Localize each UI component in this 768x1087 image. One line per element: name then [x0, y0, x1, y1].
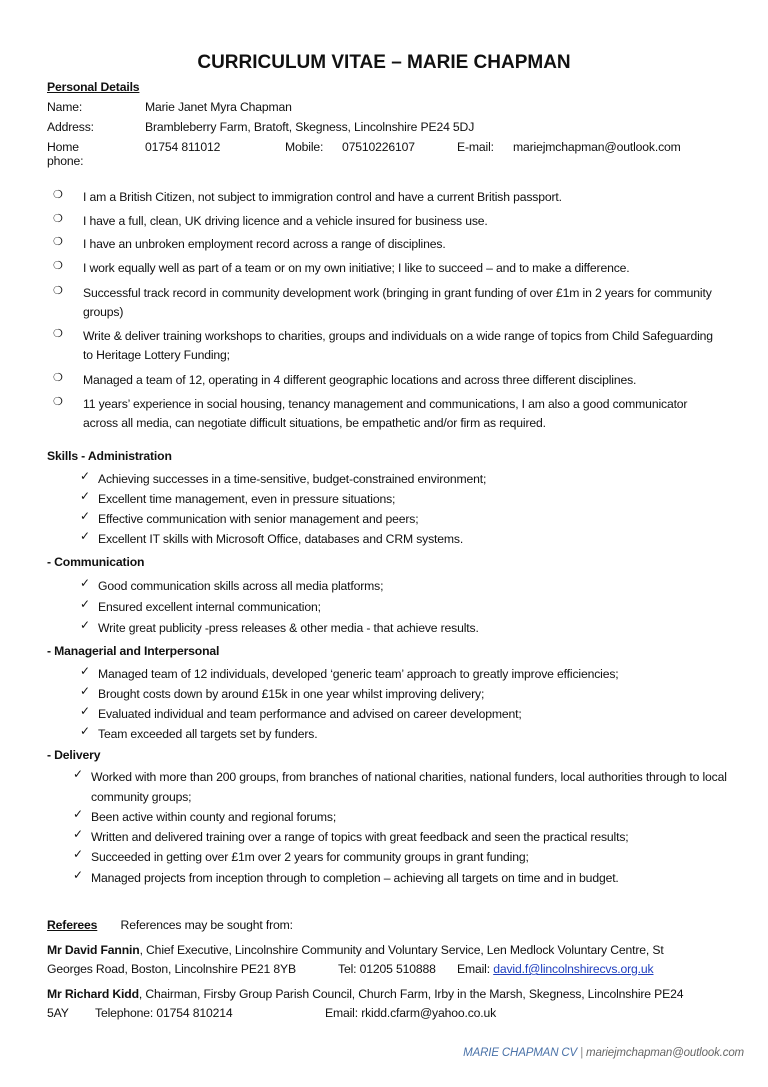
email-value[interactable]: mariejmchapman@outlook.com	[513, 140, 681, 154]
hollow-circle-bullet-icon: ❍	[53, 285, 63, 297]
skill-item-text: Evaluated individual and team performance and advised on career development;	[98, 707, 522, 721]
name-label: Name:	[47, 100, 83, 114]
checkmark-icon: ✓	[80, 469, 91, 483]
home-phone-label: Home phone:	[47, 140, 84, 168]
hollow-circle-bullet-icon: ❍	[53, 189, 63, 201]
skill-item-text: Write great publicity -press releases & other media - that achieve results.	[98, 621, 479, 635]
referees-header	[47, 918, 293, 932]
referee-2-details: , Chairman, Firsby Group Parish Council, Church Farm, Irby in the Marsh, Skegness, Lincolnshire PE24	[138, 987, 684, 1001]
home-phone-value: 01754 811012	[145, 140, 221, 154]
referee-2-email: Email: rkidd.cfarm@yahoo.co.uk	[325, 1006, 497, 1020]
skill-item-text: Achieving successes in a time-sensitive, budget-constrained environment;	[98, 472, 487, 486]
skill-item-text: Managed projects from inception through to completion – achieving all targets on time and in budget.	[91, 871, 619, 885]
summary-bullet-text: Successful track record in community development work (bringing in grant funding of over £1m in 2 years for community groups)	[83, 286, 712, 319]
footer-title: MARIE CHAPMAN CV	[463, 1047, 578, 1059]
summary-bullet-text: 11 years’ experience in social housing, tenancy management and communications, I am also a good communicator across all media, can negotiate difficult situations, be empathetic and/or firm as required.	[83, 397, 688, 430]
hollow-circle-bullet-icon: ❍	[53, 328, 63, 340]
skills-subheading: - Communication	[47, 555, 145, 569]
referee-1-tel: Tel: 01205 510888	[338, 962, 436, 976]
address-label: Address:	[47, 120, 94, 134]
mobile-label: Mobile:	[285, 140, 324, 154]
referees-heading: Referees	[47, 918, 98, 932]
checkmark-icon: ✓	[73, 868, 84, 882]
summary-bullet-text: I work equally well as part of a team or on my own initiative; I like to succeed – and to make a difference.	[83, 261, 630, 275]
referee-2-name: Mr Richard Kidd	[47, 987, 139, 1001]
skill-item-text: Managed team of 12 individuals, developed ‘generic team’ approach to greatly improve efficiencies;	[98, 667, 619, 681]
address-value: Brambleberry Farm, Bratoft, Skegness, Lincolnshire PE24 5DJ	[145, 120, 475, 134]
checkmark-icon: ✓	[80, 704, 91, 718]
summary-bullet-text: Write & deliver training workshops to charities, groups and individuals on a wide range of topics from Child Safeguarding to Heritage Lottery Funding;	[83, 329, 713, 362]
name-value: Marie Janet Myra Chapman	[145, 100, 292, 114]
skill-item-text: Excellent IT skills with Microsoft Office, databases and CRM systems.	[98, 532, 464, 546]
skills-subheading: - Delivery	[47, 748, 101, 762]
referee-1-address: Georges Road, Boston, Lincolnshire PE21 8YB	[47, 962, 296, 976]
checkmark-icon: ✓	[80, 597, 91, 611]
checkmark-icon: ✓	[80, 684, 91, 698]
checkmark-icon: ✓	[73, 767, 84, 781]
hollow-circle-bullet-icon: ❍	[53, 396, 63, 408]
checkmark-icon: ✓	[80, 576, 91, 590]
skill-item-text: Succeeded in getting over £1m over 2 years for community groups in grant funding;	[91, 850, 529, 864]
referee-1-name: Mr David Fannin	[47, 943, 140, 957]
skill-item-text: Written and delivered training over a range of topics with great feedback and seen the practical results;	[91, 830, 629, 844]
checkmark-icon: ✓	[80, 724, 91, 738]
skills-subheading: - Managerial and Interpersonal	[47, 644, 220, 658]
checkmark-icon: ✓	[73, 827, 84, 841]
email-label: E-mail:	[457, 140, 494, 154]
referee-2-line1	[47, 987, 683, 1001]
referees-intro: References may be sought from:	[120, 918, 293, 932]
hollow-circle-bullet-icon: ❍	[53, 213, 63, 225]
skill-item-text: Brought costs down by around £15k in one year whilst improving delivery;	[98, 687, 485, 701]
referee-2-line2	[47, 1006, 497, 1020]
checkmark-icon: ✓	[80, 509, 91, 523]
summary-bullet-text: I am a British Citizen, not subject to immigration control and have a current British passport.	[83, 190, 562, 204]
summary-bullet-text: I have a full, clean, UK driving licence and a vehicle insured for business use.	[83, 214, 488, 228]
referee-1-line1	[47, 943, 664, 957]
skill-item-text: Team exceeded all targets set by funders.	[98, 727, 318, 741]
referee-1-email-label: Email:	[457, 962, 494, 976]
referee-1-email-link[interactable]: david.f@lincolnshirecvs.org.uk	[493, 962, 654, 976]
page-footer	[463, 1047, 744, 1059]
skill-item-text: Worked with more than 200 groups, from branches of national charities, national funders, local authorities through to local community groups;	[91, 770, 727, 804]
referee-2-postcode: 5AY	[47, 1006, 69, 1020]
skill-item-text: Good communication skills across all media platforms;	[98, 579, 384, 593]
checkmark-icon: ✓	[80, 664, 91, 678]
referee-1-details: , Chief Executive, Lincolnshire Community and Voluntary Service, Len Medlock Voluntary Centre, St	[139, 943, 664, 957]
skill-item-text: Been active within county and regional forums;	[91, 810, 337, 824]
referee-1-line2	[47, 962, 654, 976]
checkmark-icon: ✓	[80, 618, 91, 632]
hollow-circle-bullet-icon: ❍	[53, 372, 63, 384]
checkmark-icon: ✓	[80, 529, 91, 543]
personal-details-heading: Personal Details	[47, 80, 140, 94]
hollow-circle-bullet-icon: ❍	[53, 260, 63, 272]
page-title: CURRICULUM VITAE – MARIE CHAPMAN	[197, 52, 571, 73]
checkmark-icon: ✓	[73, 847, 84, 861]
skills-subheading: Skills - Administration	[47, 449, 172, 463]
footer-email: mariejmchapman@outlook.com	[586, 1047, 744, 1059]
footer-separator: |	[580, 1047, 583, 1059]
skill-item-text: Effective communication with senior management and peers;	[98, 512, 419, 526]
skill-item-text: Ensured excellent internal communication;	[98, 600, 321, 614]
summary-bullet-text: I have an unbroken employment record across a range of disciplines.	[83, 237, 446, 251]
mobile-value: 07510226107	[342, 140, 415, 154]
checkmark-icon: ✓	[73, 807, 84, 821]
referee-2-tel: Telephone: 01754 810214	[95, 1006, 233, 1020]
checkmark-icon: ✓	[80, 489, 91, 503]
summary-bullet-text: Managed a team of 12, operating in 4 different geographic locations and across three different disciplines.	[83, 373, 637, 387]
skill-item-text: Excellent time management, even in pressure situations;	[98, 492, 396, 506]
hollow-circle-bullet-icon: ❍	[53, 236, 63, 248]
